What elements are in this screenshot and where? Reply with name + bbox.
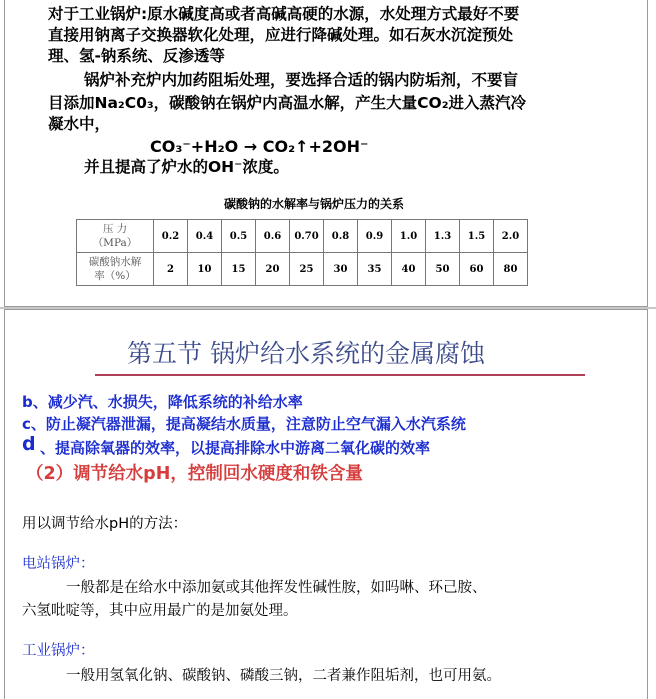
hydrolysis-table: [76, 219, 528, 286]
table-cell: 30: [324, 253, 358, 286]
table-cell: 2.0: [494, 220, 528, 253]
table-cell: 1.5: [460, 220, 494, 253]
table-cell: 10: [188, 253, 222, 286]
table-cell: 0.70: [290, 220, 324, 253]
para2-line1: 锅炉补充炉内加药阻垢处理，要选择合适的锅内防垢剂，不要盲: [84, 71, 519, 89]
item-b: b、减少汽、水损失，降低系统的补给水率: [22, 393, 303, 411]
table-cell: 1.0: [392, 220, 426, 253]
para2-line3: 凝水中，: [48, 115, 111, 133]
table-cell: 50: [426, 253, 460, 286]
table-cell: 15: [222, 253, 256, 286]
power-line1: 一般都是在给水中添加氨或其他挥发性碱性胺，如吗啉、环己胺、: [66, 580, 487, 596]
table-row: [77, 253, 528, 286]
industrial-line1: 一般用氢氧化钠、碳酸钠、磷酸三钠，二者兼作阻垢剂，也可用氨。: [66, 668, 501, 684]
para2-line2: 目添加Na₂C0₃，碳酸钠在锅炉内高温水解，产生大量CO₂进入蒸汽冷: [48, 94, 527, 112]
section-heading: 第五节 锅炉给水系统的金属腐蚀: [127, 339, 485, 368]
table-cell: 40: [392, 253, 426, 286]
table-cell: 0.6: [256, 220, 290, 253]
table-cell: 0.9: [358, 220, 392, 253]
item-c: c、防止凝汽器泄漏，提高凝结水质量，注意防止空气漏入水汽系统: [22, 415, 466, 433]
table-cell: 80: [494, 253, 528, 286]
para1-line3: 理、氢-钠系统、反渗透等: [48, 47, 225, 65]
chemical-equation: CO₃⁻+H₂O → CO₂↑+2OH⁻: [150, 137, 369, 156]
table-cell: 0.2: [154, 220, 188, 253]
table-cell: 0.4: [188, 220, 222, 253]
table-cell: 0.5: [222, 220, 256, 253]
table-row: [77, 220, 528, 253]
item-d-letter: d: [22, 433, 36, 455]
item-2: （2）调节给水pH，控制回水硬度和铁含量: [26, 464, 363, 484]
table-cell: 35: [358, 253, 392, 286]
table-cell: 0.8: [324, 220, 358, 253]
power-boiler-title: 电站锅炉：: [22, 556, 95, 572]
para1-line2: 直接用钠离子交换器软化处理，应进行降碱处理。如石灰水沉淀预处: [48, 26, 514, 44]
para1-line1: 对于工业锅炉:原水碱度高或者高碱高硬的水源，水处理方式最好不要: [48, 5, 520, 23]
table-cell: 20: [256, 253, 290, 286]
item-d: 、提高除氧器的效率，以提高排除水中游离二氧化碳的效率: [40, 439, 431, 457]
industrial-boiler-title: 工业锅炉：: [22, 643, 95, 659]
heading-underline: [95, 374, 585, 376]
table-cell: 25: [290, 253, 324, 286]
table-cell: 1.3: [426, 220, 460, 253]
power-line2: 六氢吡啶等，其中应用最广的是加氨处理。: [22, 603, 298, 619]
table-cell: 60: [460, 253, 494, 286]
table-cell: 2: [154, 253, 188, 286]
methods-title: 用以调节给水pH的方法：: [22, 516, 188, 532]
row-header-pressure: 压 力 （MPa）: [77, 220, 154, 253]
table-title: 碳酸钠的水解率与锅炉压力的关系: [224, 197, 405, 211]
row-header-hydrolysis: 碳酸钠水解 率（%）: [77, 253, 154, 286]
para3: 并且提高了炉水的OH⁻浓度。: [84, 158, 289, 176]
